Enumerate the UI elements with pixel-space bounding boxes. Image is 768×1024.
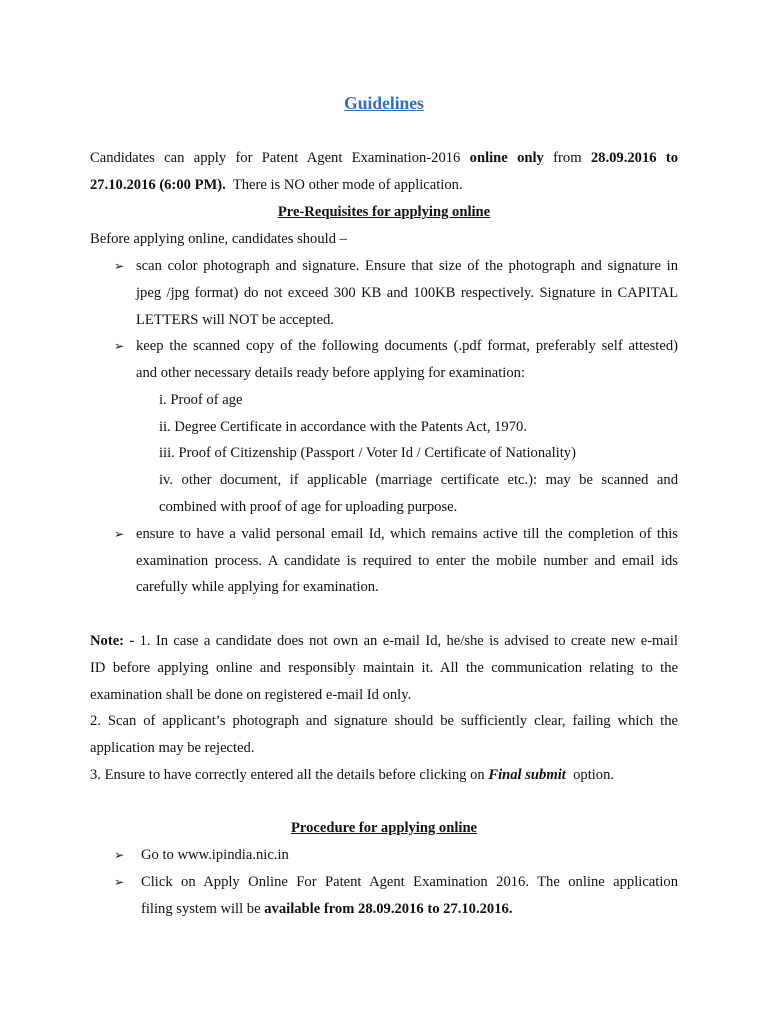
bullet-arrow-icon: ➢ [114,848,125,862]
availability-dates: available from 28.09.2016 to 27.10.2016. [264,901,513,917]
prereq-bullet-1-line-2: jpeg /jpg format) do not exceed 300 KB and 100KB respectively. Signature in CAPITAL [136,285,678,301]
prereq-bullet-1-line-1: scan color photograph and signature. Ensure that size of the photograph and signature in [136,258,678,274]
procedure-step-2-text: filing system will be [141,901,261,917]
doc-item: combined with proof of age for uploading purpose. [159,499,458,515]
procedure-step-2-line-1: Click on Apply Online For Patent Agent Examination 2016. The online application [141,874,678,890]
prereq-bullet-2-line-2: and other necessary details ready before applying for examination: [136,365,526,381]
prereq-heading: Pre-Requisites for applying online [277,204,491,220]
bullet-arrow-icon: ➢ [114,339,125,353]
note-1-line-2: ID before applying online and responsibly maintain it. All the communication relating to the [90,660,678,676]
bullet-arrow-icon: ➢ [114,259,125,273]
intro-line-1 [90,149,678,167]
intro-line-2 [90,176,678,194]
prereq-bullet-3-line-2: examination process. A candidate is required to enter the mobile number and email ids [136,553,678,569]
note-3 [90,766,678,784]
note-1-line-3: examination shall be done on registered e-mail Id only. [90,687,412,703]
prereq-bullet-3-line-1: ensure to have a valid personal email Id, which remains active till the completion of this [136,526,678,542]
note-1-text: 1. In case a candidate does not own an e-mail Id, he/she is advised to create new e-mail [139,633,678,649]
note-3-text: 3. Ensure to have correctly entered all the details before clicking on [90,767,485,783]
doc-item: iii. Proof of Citizenship (Passport / Voter Id / Certificate of Nationality) [159,445,576,461]
doc-item: i. Proof of age [159,392,243,408]
note-3-option: option. [573,767,615,783]
prereq-bullet-2-line-1: keep the scanned copy of the following documents (.pdf format, preferably self attested) [136,338,678,354]
note-1-line-1 [90,632,678,650]
prereq-bullet-1-line-3: LETTERS will NOT be accepted. [136,312,334,328]
intro-text: Candidates can apply for Patent Agent Examination-2016 [90,150,461,166]
bullet-arrow-icon: ➢ [114,875,125,889]
procedure-heading: Procedure for applying online [290,820,478,836]
doc-item: ii. Degree Certificate in accordance with the Patents Act, 1970. [159,419,527,435]
note-2-line-1: 2. Scan of applicant’s photograph and signature should be sufficiently clear, failing which the [90,713,678,729]
intro-start-date: 28.09.2016 to [590,150,678,166]
note-2-line-2: application may be rejected. [90,740,255,756]
prereq-lead: Before applying online, candidates should – [90,231,347,247]
intro-no-other-mode: There is NO other mode of application. [232,177,463,193]
bullet-arrow-icon: ➢ [114,527,125,541]
intro-end-date: 27.10.2016 (6:00 PM). [90,177,226,193]
intro-online-only: online only [469,150,544,166]
intro-from: from [553,150,582,166]
final-submit-text: Final submit [488,767,566,783]
note-label: Note: - [90,633,135,649]
prereq-bullet-3-line-3: carefully while applying for examination. [136,579,379,595]
doc-item: iv. other document, if applicable (marriage certificate etc.): may be scanned and [159,472,678,488]
procedure-step-2-line-2 [141,900,678,918]
procedure-step-1: Go to www.ipindia.nic.in [141,847,289,863]
page-title: Guidelines [344,93,424,113]
